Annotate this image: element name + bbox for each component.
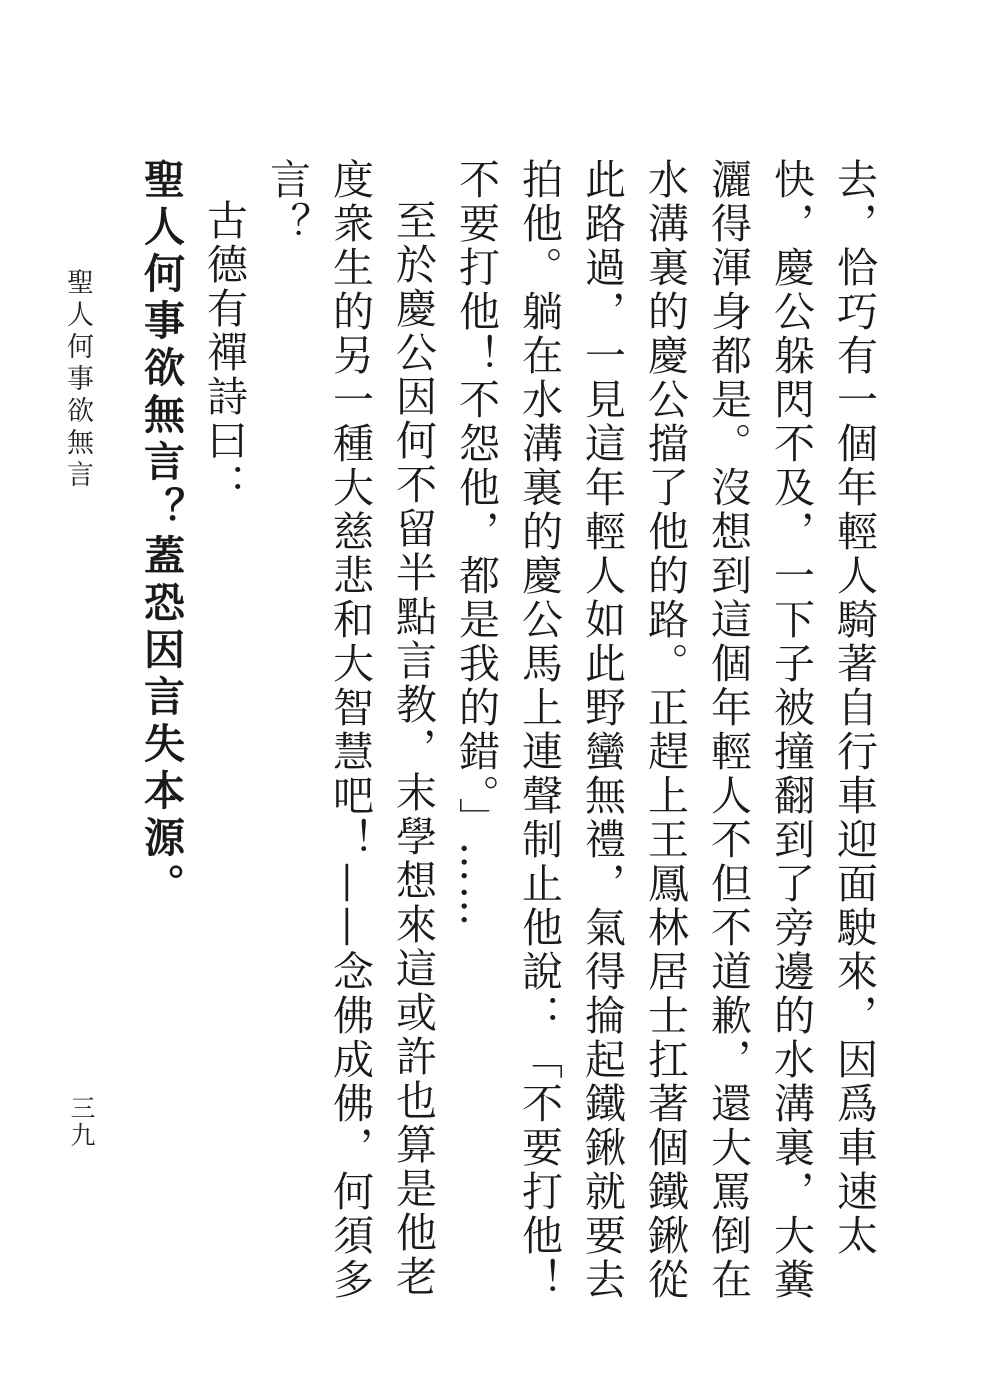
paragraph-story: 去，恰巧有一個年輕人騎著自行車迎面駛來，因爲車速太快，慶公躲閃不及，一下子被撞翻到了旁邊的水溝裏，大糞灑得渾身都是。沒想到這個年輕人不但不道歉，還大罵倒在水溝裏的慶公擋了他的路。正趕上王鳳林居士扛著個鐵鍬從此路過，一見這年輕人如此野蠻無禮，氣得掄起鐵鍬就要去拍他。躺在水溝裏的慶公馬上連聲制止他說：「不要打他！不要打他！不怨他，都是我的錯。」……	[452, 158, 878, 1302]
zen-verse: 聖人何事欲無言？蓋恐因言失本源。	[137, 158, 185, 910]
paragraph-reflection: 至於慶公因何不留半點言教，末學想來這或許也算是他老度衆生的另一種大慈悲和大智慧吧！——念佛成佛，何須多言？	[263, 158, 437, 1302]
main-text-block	[107, 158, 885, 1308]
running-title: 聖人何事欲無言	[62, 268, 93, 492]
paragraph-verse-intro: 古德有禪詩曰：	[200, 199, 248, 507]
page-number: 三九	[67, 1095, 96, 1149]
